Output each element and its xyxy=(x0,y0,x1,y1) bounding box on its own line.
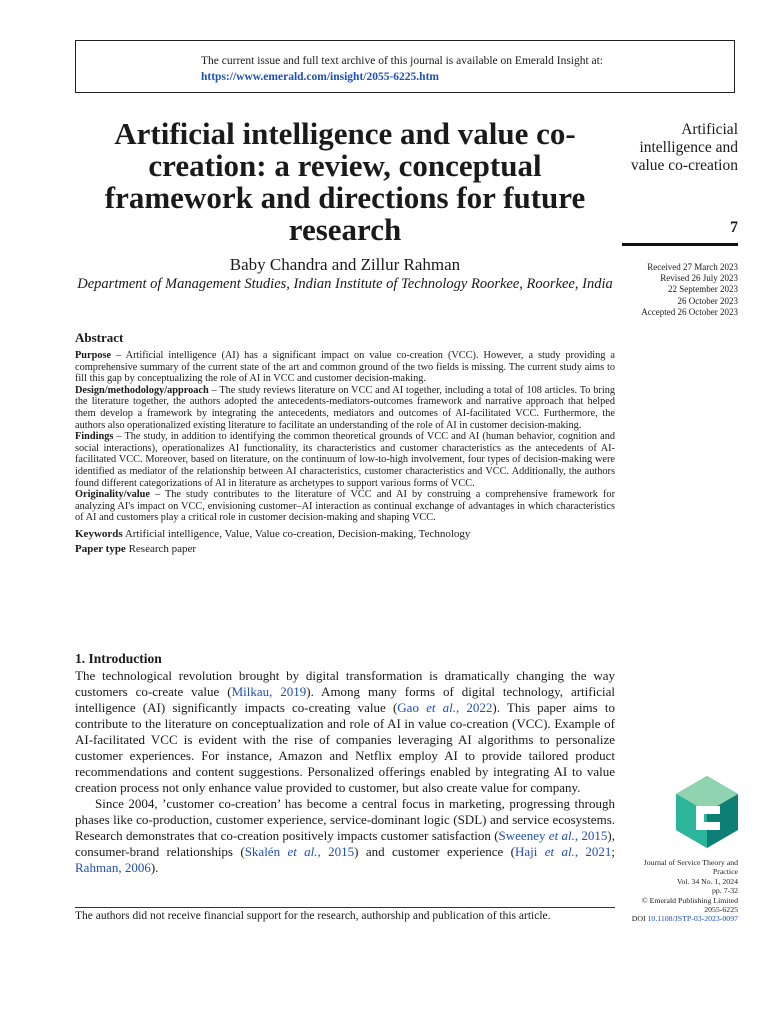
citation-year: , 2015 xyxy=(317,844,355,859)
journal-notice-box xyxy=(75,40,735,93)
abstract-originality xyxy=(75,489,615,524)
citation-link-skalen[interactable] xyxy=(245,844,354,859)
body-text: ), consumer-brand relationships ( xyxy=(75,828,616,859)
citation-etal: et al. xyxy=(548,828,575,843)
footnote-rule xyxy=(75,907,615,908)
doi-link[interactable]: 10.1108/JSTP-03-2023-0097 xyxy=(647,914,738,924)
keywords-line xyxy=(75,527,615,541)
abstract-heading: Abstract xyxy=(75,330,124,345)
affiliation: Department of Management Studies, Indian Institute of Technology Roorkee, Roorkee, India xyxy=(77,276,613,292)
paper-type-line xyxy=(75,542,615,556)
intro-paragraph-1 xyxy=(75,668,615,796)
journal-doi-line xyxy=(600,914,738,923)
findings-text: – The study, in addition to identifying the common theoretical grounds of VCC and AI (human behavior, cognition and social interactions), operationalizes AI functionality, its characteristics and customer characteristics as the antecedents of AI-facilitated VCC. Moreover, based on literature, on the continuum of low-to-high involvement, four types of decision-making were identified as mediator of the relationship between AI characteristics, customer characteristics and VCC. Additionally, the authors found different categorizations of AI in literature as archetypes to support various forms of VCC. xyxy=(75,431,615,489)
citation-year: , 2021 xyxy=(574,844,612,859)
citation-link-rahman[interactable]: Rahman, 2006 xyxy=(75,860,151,875)
citation-author: Gao xyxy=(397,700,427,715)
introduction-section xyxy=(75,650,615,876)
footnote: The authors did not receive financial support for the research, authorship and publication of this article. xyxy=(75,910,551,922)
page-number: 7 xyxy=(730,219,738,236)
date-accepted: Accepted 26 October 2023 xyxy=(641,306,738,317)
citation-link-sweeney[interactable] xyxy=(499,828,608,843)
date-revised-2: 22 September 2023 xyxy=(668,284,738,295)
abstract-design xyxy=(75,385,615,431)
article-title: Artificial intelligence and value co-creation: a review, conceptual framework and directions for future research xyxy=(104,116,586,247)
journal-copyright: © Emerald Publishing Limited xyxy=(641,895,738,905)
findings-label: Findings xyxy=(75,431,114,443)
citation-etal: et al. xyxy=(544,844,575,859)
body-text: The technological revolution brought by digital transformation is dramatically changing the way customers co-create value ( xyxy=(75,668,615,699)
journal-name-line-2: Practice xyxy=(712,867,738,877)
journal-url-link[interactable]: https://www.emerald.com/insight/2055-6225.htm xyxy=(201,71,439,83)
citation-link-milkau[interactable]: Milkau, 2019 xyxy=(231,684,307,699)
journal-name-line-1: Journal of Service Theory and xyxy=(643,858,738,867)
abstract-findings xyxy=(75,431,615,489)
running-title: Artificial intelligence and value co-creation xyxy=(630,121,738,174)
intro-paragraph-2 xyxy=(75,796,615,876)
citation-link-haji[interactable] xyxy=(515,844,611,859)
citation-link-gao[interactable] xyxy=(397,700,492,715)
body-text: ). This paper aims to contribute to the literature on conceptualization and role of AI in value co-creation (VCC). Example of AI-facilitated VCC is evident with the rise of companies leveraging AI algorithms to personalize customer experiences. For instance, Amazon and Netflix employ AI to provide tailored product recommendations and content suggestions. Personalized offerings enabled by integrating AI to value creation process not only enhance value provided to customer, but also create value for company. xyxy=(75,700,615,795)
abstract-section xyxy=(75,330,615,556)
abstract-purpose xyxy=(75,350,615,385)
notice-text-block xyxy=(201,53,603,85)
journal-info xyxy=(600,858,738,924)
body-text: ) and customer experience ( xyxy=(354,844,515,859)
citation-author: Skalén xyxy=(244,844,288,859)
originality-text: – The study contributes to the literature of VCC and AI by construing a comprehensive framework for analyzing AI's impact on VCC, envisioning customer–AI interaction as continual exchange of advantages in which characteristics of AI and customers play a critical role in customer decision-making and shaping VCC. xyxy=(75,489,615,524)
journal-pages: pp. 7-32 xyxy=(712,886,738,896)
authors: Baby Chandra and Zillur Rahman xyxy=(229,255,461,274)
design-label: Design/methodology/approach xyxy=(75,384,209,396)
notice-text: The current issue and full text archive of this journal is available on Emerald Insight at: xyxy=(201,55,604,67)
purpose-label: Purpose xyxy=(75,350,112,361)
journal-logo-icon xyxy=(676,776,738,848)
sidebar-divider xyxy=(622,243,738,246)
design-text: – The study reviews literature on VCC and AI together, including a total of 108 articles. To bring the literature together, the authors adopted the antecedents-mediators-outcomes framework and narrative approach that helped them develop a framework by integrating the antecedents, mediators and outcomes of AI-facilitated VCC. Furthermore, the authors also operationalized existing literature to facilitate an understanding of the role of AI in customer decision-making. xyxy=(75,384,615,431)
body-text: ; xyxy=(611,844,616,859)
date-revised-3: 26 October 2023 xyxy=(677,295,738,306)
body-text: Since 2004, ’customer co-creation’ has become a central focus in marketing, progressing through phases like co-production, customer experience, service-dominant logic (SDL) and service ecosystems. Research demonstrates that co-creation positively impacts customer satisfaction ( xyxy=(75,796,615,843)
paper-type-label: Paper type xyxy=(75,542,126,555)
citation-author: Haji xyxy=(514,844,545,859)
keywords-text: Artificial intelligence, Value, Value co-creation, Decision-making, Technology xyxy=(122,527,471,540)
doi-label: DOI xyxy=(631,914,646,924)
article-dates xyxy=(600,262,738,318)
introduction-heading: 1. Introduction xyxy=(75,651,162,666)
journal-issn: 2055-6225 xyxy=(704,905,738,915)
date-received: Received 27 March 2023 xyxy=(647,262,738,272)
keywords-label: Keywords xyxy=(75,527,123,540)
paper-type-text: Research paper xyxy=(125,542,197,555)
citation-etal: et al. xyxy=(426,700,456,715)
citation-etal: et al. xyxy=(287,844,318,859)
body-text: ). Among many forms of digital technology, artificial intelligence (AI) significantly impacts co-creating value ( xyxy=(75,684,615,715)
journal-volume: Vol. 34 No. 1, 2024 xyxy=(676,876,738,886)
citation-author: Sweeney xyxy=(498,828,549,843)
citation-year: , 2015 xyxy=(574,828,608,843)
originality-label: Originality/value xyxy=(75,489,150,501)
purpose-text: – Artificial intelligence (AI) has a significant impact on value co-creation (VCC). However, a study providing a comprehensive summary of the current state of the art and common ground of the two fields is missing. The current study aims to fill this gap by conceptualizing the role of AI in VCC and customer decision-making. xyxy=(75,350,615,385)
date-revised-1: Revised 26 July 2023 xyxy=(660,273,738,284)
body-text: ). xyxy=(150,860,159,875)
citation-year: , 2022 xyxy=(456,700,493,715)
